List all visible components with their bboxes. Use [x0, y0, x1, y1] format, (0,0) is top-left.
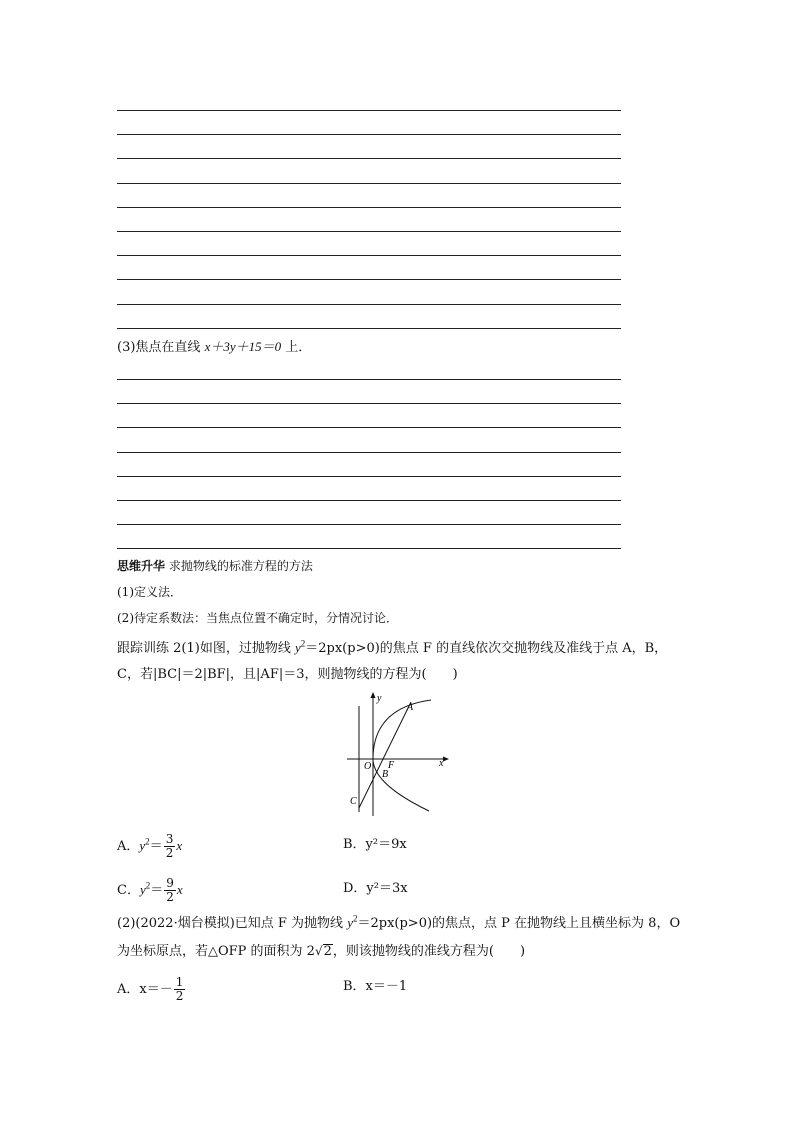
exercise-1-line-2: C，若|BC|＝2|BF|，且|AF|＝3，则抛物线的方程为( )	[117, 667, 458, 682]
answer-rule	[117, 158, 621, 159]
answer-rule	[117, 379, 621, 380]
answer-rule	[117, 476, 621, 477]
label-B: B	[382, 769, 389, 780]
parabola-figure	[343, 692, 453, 822]
fraction: $\frac{9}{2}$	[166, 876, 174, 904]
exercise-1-line-1	[117, 638, 667, 659]
option-1A[interactable]: A．$y^2=$ $\frac{3}{2}$ x	[117, 832, 183, 860]
sqrt-value: 2	[323, 944, 332, 959]
exercise-1-text-a: (1)如图，过抛物线	[181, 641, 295, 656]
x-axis-arrow	[443, 757, 449, 762]
answer-rule	[117, 328, 621, 329]
label-y: y	[377, 693, 382, 704]
exercise-1-text-b: ＝2px(p>0)的焦点 F 的直线依次交抛物线及准线于点 A，B，	[305, 641, 668, 656]
summary-title: 思维升华	[117, 559, 166, 573]
answer-rule	[117, 183, 621, 184]
label-A: A	[407, 702, 414, 713]
answer-rule	[117, 134, 621, 135]
fraction: $\frac{1}{2}$	[175, 975, 184, 1003]
label-x: x	[439, 758, 444, 769]
fraction: $\frac{3}{2}$	[165, 832, 174, 860]
question-3-suffix: 上．	[281, 340, 312, 355]
exercise-label: 跟踪训练 2	[117, 641, 182, 656]
exercise-2-text-d: ，则该抛物线的准线方程为( )	[332, 944, 526, 959]
y-squared: $y^2$	[347, 913, 358, 930]
answer-rule	[117, 403, 621, 404]
exercise-2-line-2: 为坐标原点，若△OFP 的面积为 2√2，则该抛物线的准线方程为( )	[117, 944, 526, 959]
option-2A[interactable]	[117, 976, 186, 1003]
option-1D[interactable]: D．y²＝3x	[343, 881, 408, 896]
answer-rule	[117, 427, 621, 428]
summary-method-1: (1)定义法．	[117, 585, 182, 599]
exercise-2-text-a: (2)(2022·烟台模拟)已知点 F 为抛物线	[117, 916, 348, 931]
answer-rule	[117, 500, 621, 501]
option-2A-label: A．x＝－	[117, 982, 173, 997]
focal-chord-line	[359, 702, 411, 808]
answer-rule	[117, 207, 621, 208]
exercise-2-line-1	[117, 913, 680, 934]
option-2B[interactable]: B．x＝－1	[343, 979, 408, 994]
answer-rule	[117, 279, 621, 280]
exercise-2-text-c: 为坐标原点，若△OFP 的面积为 2	[117, 944, 315, 959]
option-1C[interactable]: C．$y^2=$ $\frac{9}{2}$ x	[117, 876, 183, 904]
y-squared: $y^2$	[294, 638, 306, 655]
option-1A-label: A．	[117, 839, 140, 854]
answer-rule	[117, 110, 621, 111]
exercise-2-text-b: ＝2px(p>0)的焦点，点 P 在抛物线上且横坐标为 8，O	[357, 916, 681, 931]
answer-rule	[117, 524, 621, 525]
answer-rule	[117, 304, 621, 305]
option-1C-label: C．	[117, 883, 140, 898]
answer-rule	[117, 255, 621, 256]
label-C: C	[350, 796, 357, 807]
answer-rule	[117, 452, 621, 453]
parabola-curve	[373, 700, 431, 811]
question-3-prefix: (3)焦点在直线	[117, 340, 205, 355]
answer-rule	[117, 548, 621, 549]
question-3	[117, 337, 311, 358]
option-1B[interactable]: B．y²＝9x	[343, 837, 407, 852]
question-3-equation: x＋3y＋15＝0	[204, 339, 282, 354]
label-origin: O	[364, 761, 372, 772]
y-axis-arrow	[371, 692, 376, 698]
summary-method-2: (2)待定系数法：当焦点位置不确定时，分情况讨论．	[117, 611, 399, 625]
answer-rule	[117, 231, 621, 232]
summary-heading	[117, 556, 313, 576]
label-F: F	[388, 760, 395, 771]
summary-title-text: 求抛物线的标准方程的方法	[168, 559, 313, 573]
